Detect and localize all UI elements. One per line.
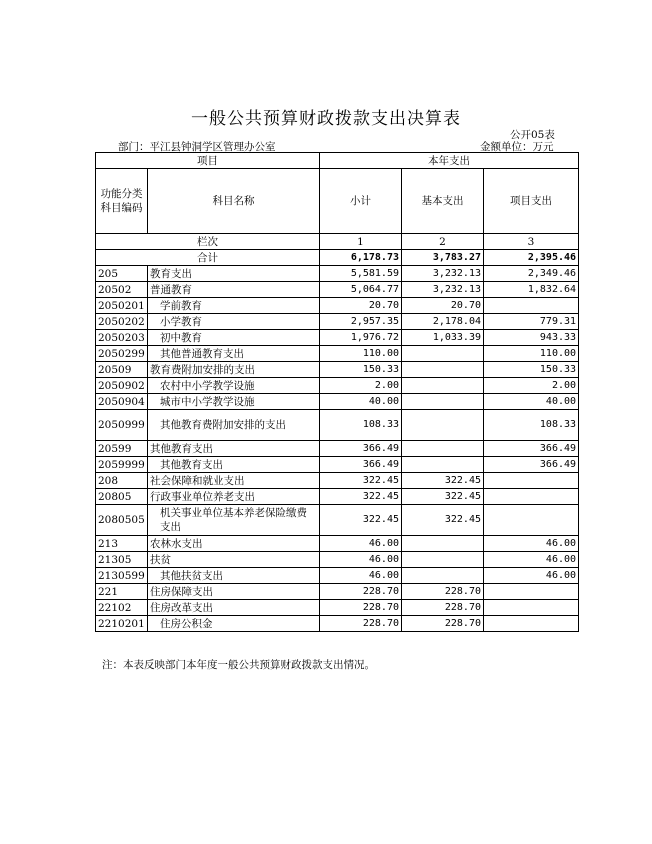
row-name: 其他教育支出 — [148, 441, 320, 457]
row-name: 教育支出 — [148, 266, 320, 282]
row-basic: 322.45 — [402, 473, 484, 489]
table-row — [96, 489, 579, 505]
row-code: 2130599 — [96, 568, 148, 584]
row-project — [484, 489, 579, 505]
header-current-year: 本年支出 — [320, 153, 579, 169]
row-code: 205 — [96, 266, 148, 282]
row-project: 46.00 — [484, 536, 579, 552]
row-basic: 228.70 — [402, 584, 484, 600]
table-row — [96, 505, 579, 536]
table-row — [96, 600, 579, 616]
expenditure-table — [95, 152, 579, 632]
row-code: 208 — [96, 473, 148, 489]
row-project: 1,832.64 — [484, 282, 579, 298]
row-code: 221 — [96, 584, 148, 600]
row-name: 住房保障支出 — [148, 584, 320, 600]
total-basic: 3,783.27 — [402, 250, 484, 266]
row-subtotal: 20.70 — [320, 298, 402, 314]
row-project: 108.33 — [484, 410, 579, 441]
row-subtotal: 46.00 — [320, 568, 402, 584]
row-name: 其他教育费附加安排的支出 — [148, 410, 320, 441]
row-basic — [402, 536, 484, 552]
department-label: 部门：平江县钟洞学区管理办公室 — [118, 141, 276, 153]
row-name: 扶贫 — [148, 552, 320, 568]
total-project: 2,395.46 — [484, 250, 579, 266]
row-subtotal: 2,957.35 — [320, 314, 402, 330]
row-subtotal: 46.00 — [320, 536, 402, 552]
header-basic: 基本支出 — [402, 169, 484, 234]
total-row — [96, 250, 579, 266]
row-project — [484, 616, 579, 632]
row-project: 779.31 — [484, 314, 579, 330]
row-subtotal: 2.00 — [320, 378, 402, 394]
row-project: 150.33 — [484, 362, 579, 378]
row-code: 20599 — [96, 441, 148, 457]
row-basic — [402, 378, 484, 394]
row-name: 其他普通教育支出 — [148, 346, 320, 362]
row-code: 213 — [96, 536, 148, 552]
row-subtotal: 108.33 — [320, 410, 402, 441]
row-code: 2050902 — [96, 378, 148, 394]
unit-label: 金额单位：万元 — [480, 141, 554, 153]
row-code: 2080505 — [96, 505, 148, 536]
row-subtotal: 322.45 — [320, 505, 402, 536]
total-label: 合计 — [96, 250, 320, 266]
row-subtotal: 322.45 — [320, 473, 402, 489]
table-row — [96, 441, 579, 457]
row-basic — [402, 552, 484, 568]
row-project — [484, 298, 579, 314]
row-code: 2050999 — [96, 410, 148, 441]
table-row — [96, 266, 579, 282]
row-subtotal: 366.49 — [320, 457, 402, 473]
header-project: 项目支出 — [484, 169, 579, 234]
column-row-label: 栏次 — [96, 234, 320, 250]
row-subtotal: 40.00 — [320, 394, 402, 410]
row-name: 学前教育 — [148, 298, 320, 314]
row-basic — [402, 394, 484, 410]
header-row-1 — [96, 153, 579, 169]
row-code: 2050201 — [96, 298, 148, 314]
row-code: 2050904 — [96, 394, 148, 410]
row-project: 110.00 — [484, 346, 579, 362]
row-project: 40.00 — [484, 394, 579, 410]
row-subtotal: 228.70 — [320, 616, 402, 632]
row-subtotal: 150.33 — [320, 362, 402, 378]
row-subtotal: 5,064.77 — [320, 282, 402, 298]
row-name: 行政事业单位养老支出 — [148, 489, 320, 505]
row-basic: 20.70 — [402, 298, 484, 314]
row-subtotal: 110.00 — [320, 346, 402, 362]
row-project: 46.00 — [484, 552, 579, 568]
row-name: 其他教育支出 — [148, 457, 320, 473]
row-subtotal: 228.70 — [320, 600, 402, 616]
table-row — [96, 314, 579, 330]
row-basic — [402, 410, 484, 441]
table-row — [96, 584, 579, 600]
row-basic: 228.70 — [402, 600, 484, 616]
table-row — [96, 378, 579, 394]
row-name: 城市中小学教学设施 — [148, 394, 320, 410]
row-code: 2050203 — [96, 330, 148, 346]
row-basic — [402, 457, 484, 473]
form-code: 公开05表 — [510, 129, 555, 141]
row-project — [484, 600, 579, 616]
row-name: 社会保障和就业支出 — [148, 473, 320, 489]
row-basic: 3,232.13 — [402, 266, 484, 282]
row-basic — [402, 568, 484, 584]
table-row — [96, 552, 579, 568]
table-row — [96, 410, 579, 441]
col-number-3: 3 — [484, 234, 579, 250]
header-code: 功能分类科目编码 — [96, 169, 148, 234]
row-project — [484, 584, 579, 600]
row-code: 2210201 — [96, 616, 148, 632]
table-row — [96, 457, 579, 473]
row-project: 943.33 — [484, 330, 579, 346]
row-name: 其他扶贫支出 — [148, 568, 320, 584]
row-name: 农村中小学教学设施 — [148, 378, 320, 394]
row-basic: 228.70 — [402, 616, 484, 632]
header-subtotal: 小计 — [320, 169, 402, 234]
row-basic: 322.45 — [402, 489, 484, 505]
column-number-row — [96, 234, 579, 250]
table-row — [96, 282, 579, 298]
col-number-2: 2 — [402, 234, 484, 250]
row-basic: 2,178.04 — [402, 314, 484, 330]
row-code: 2050299 — [96, 346, 148, 362]
footnote: 注：本表反映部门本年度一般公共预算财政拨款支出情况。 — [102, 659, 375, 671]
row-basic — [402, 362, 484, 378]
table-row — [96, 394, 579, 410]
row-code: 22102 — [96, 600, 148, 616]
table-row — [96, 568, 579, 584]
row-code: 2050202 — [96, 314, 148, 330]
row-code: 21305 — [96, 552, 148, 568]
row-code: 20502 — [96, 282, 148, 298]
row-name: 普通教育 — [148, 282, 320, 298]
row-name: 住房公积金 — [148, 616, 320, 632]
header-row-2 — [96, 169, 579, 234]
table-row — [96, 616, 579, 632]
header-item: 项目 — [96, 153, 320, 169]
report-title: 一般公共预算财政拨款支出决算表 — [191, 109, 461, 129]
row-code: 2059999 — [96, 457, 148, 473]
total-subtotal: 6,178.73 — [320, 250, 402, 266]
row-subtotal: 366.49 — [320, 441, 402, 457]
row-basic — [402, 441, 484, 457]
row-basic: 322.45 — [402, 505, 484, 536]
row-project — [484, 473, 579, 489]
row-project: 46.00 — [484, 568, 579, 584]
row-subtotal: 228.70 — [320, 584, 402, 600]
table-row — [96, 346, 579, 362]
row-code: 20509 — [96, 362, 148, 378]
row-code: 20805 — [96, 489, 148, 505]
table-row — [96, 330, 579, 346]
row-project: 366.49 — [484, 457, 579, 473]
row-name: 机关事业单位基本养老保险缴费支出 — [148, 505, 320, 536]
row-name: 初中教育 — [148, 330, 320, 346]
header-name: 科目名称 — [148, 169, 320, 234]
row-project: 2,349.46 — [484, 266, 579, 282]
col-number-1: 1 — [320, 234, 402, 250]
table-row — [96, 362, 579, 378]
row-name: 小学教育 — [148, 314, 320, 330]
table-row — [96, 536, 579, 552]
table-row — [96, 473, 579, 489]
table-row — [96, 298, 579, 314]
row-project: 366.49 — [484, 441, 579, 457]
row-subtotal: 46.00 — [320, 552, 402, 568]
row-basic: 3,232.13 — [402, 282, 484, 298]
row-name: 农林水支出 — [148, 536, 320, 552]
row-basic — [402, 346, 484, 362]
row-subtotal: 5,581.59 — [320, 266, 402, 282]
row-subtotal: 322.45 — [320, 489, 402, 505]
row-project: 2.00 — [484, 378, 579, 394]
row-subtotal: 1,976.72 — [320, 330, 402, 346]
row-project — [484, 505, 579, 536]
row-basic: 1,033.39 — [402, 330, 484, 346]
row-name: 教育费附加安排的支出 — [148, 362, 320, 378]
row-name: 住房改革支出 — [148, 600, 320, 616]
